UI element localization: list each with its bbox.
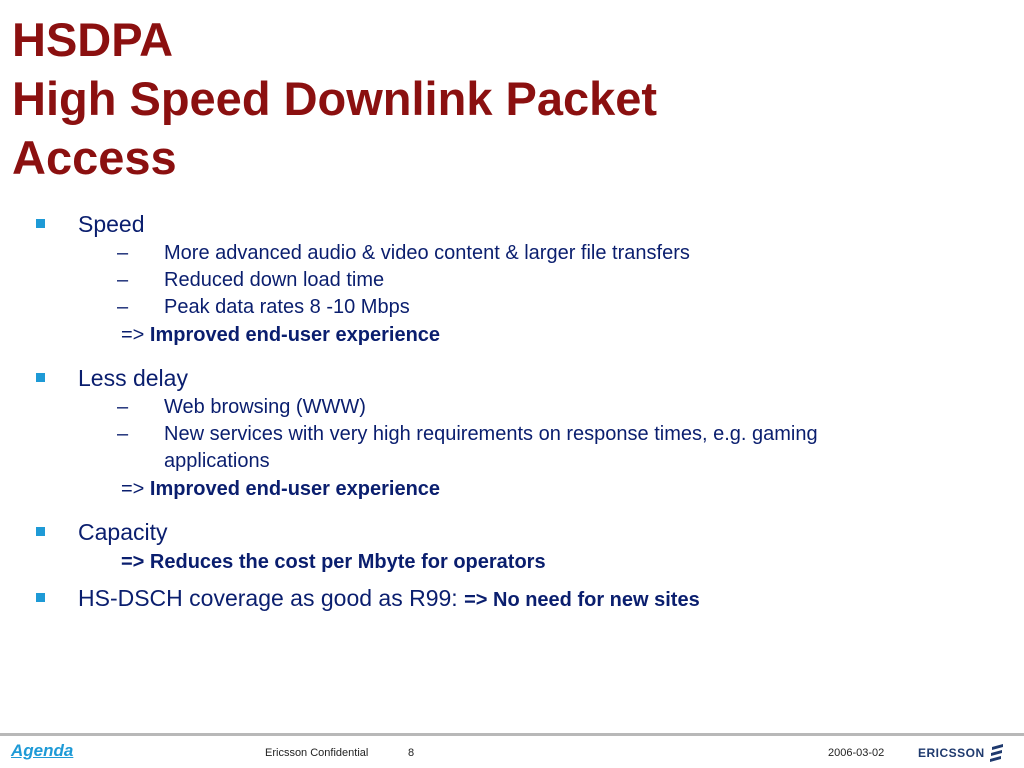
bullet-heading: Speed (78, 211, 145, 237)
result-line (0, 548, 1024, 576)
bullet-heading: Less delay (78, 365, 188, 391)
sub-item-text: Web browsing (WWW) (164, 396, 366, 418)
slide-title (12, 10, 912, 187)
slide-date: 2006-03-02 (828, 747, 885, 759)
bullet-less-delay (0, 362, 1024, 394)
result-text: => Reduces the cost per Mbyte for operators (121, 551, 546, 573)
footer-divider (0, 733, 1024, 736)
result-text: Improved end-user experience (149, 324, 441, 346)
ericsson-logo (918, 743, 1005, 763)
sub-item-text: Reduced down load time (164, 269, 385, 291)
dash-icon: – (117, 269, 129, 291)
result-text: Improved end-user experience (149, 478, 441, 500)
result-prefix: => (121, 478, 150, 500)
dash-icon: – (117, 423, 129, 445)
square-bullet-icon (36, 373, 45, 382)
sub-item (0, 394, 1024, 421)
result-line (0, 321, 1024, 349)
square-bullet-icon (36, 219, 45, 228)
sub-item (0, 240, 1024, 267)
ericsson-logo-icon (989, 744, 1005, 762)
sub-item (0, 267, 1024, 294)
dash-icon: – (117, 396, 129, 418)
sub-item-text: New services with very high requirements on response times, e.g. gaming applications (164, 423, 818, 472)
slide-title-line-1: HSDPA (12, 13, 174, 66)
bullet-heading: Capacity (78, 519, 168, 545)
confidential-label: Ericsson Confidential (265, 747, 369, 759)
sub-item-text: More advanced audio & video content & larger file transfers (164, 242, 690, 264)
page-number: 8 (408, 747, 415, 759)
dash-icon: – (117, 296, 129, 318)
square-bullet-icon (36, 527, 45, 536)
bullet-capacity (0, 516, 1024, 548)
logo-wordmark: ERICSSON (918, 746, 985, 760)
sub-item (0, 294, 1024, 321)
bullet-coverage (0, 582, 1024, 616)
result-prefix: => (121, 324, 150, 346)
slide-body (0, 208, 1024, 616)
agenda-link[interactable]: Agenda (11, 741, 74, 760)
dash-icon: – (117, 242, 129, 264)
bullet-heading: HS-DSCH coverage as good as R99: (78, 585, 465, 611)
result-line (0, 475, 1024, 503)
slide-title-line-3: Access (12, 131, 177, 184)
slide-title-line-2: High Speed Downlink Packet (12, 72, 658, 125)
sub-item-text: Peak data rates 8 -10 Mbps (164, 296, 410, 318)
bullet-speed (0, 208, 1024, 240)
square-bullet-icon (36, 593, 45, 602)
inline-result-text: => No need for new sites (464, 589, 700, 611)
sub-item (0, 421, 1024, 475)
